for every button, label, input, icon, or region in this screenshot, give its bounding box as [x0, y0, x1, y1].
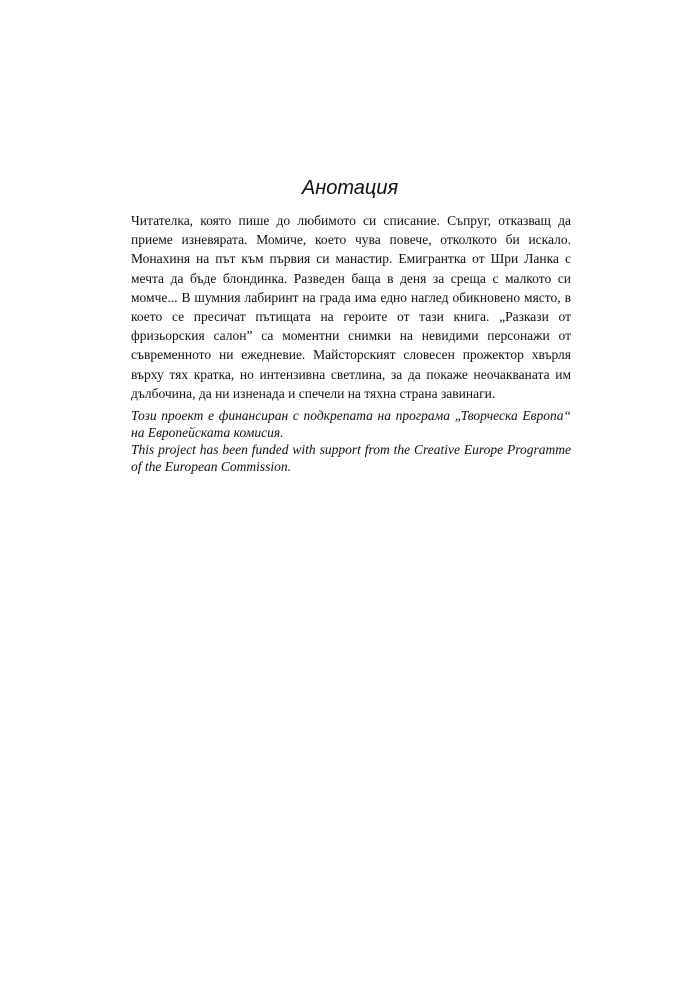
funding-notice	[131, 407, 571, 475]
funding-notice-bg: Този проект е финансиран с подкрепата на програма „Творческа Европа“ на Европейската комисия.	[131, 408, 571, 440]
funding-notice-en: This project has been funded with support from the Creative Europe Programme of the European Commission.	[131, 442, 571, 474]
page-title: Анотация	[301, 177, 399, 199]
annotation-paragraph: Читателка, която пише до любимото си списание. Съпруг, отказващ да приеме изневярата. Момиче, което чува повече, отколкото би искало. Монахиня на път към първия си манастир. Емигрантка от Шри Ланка с мечта да бъде блондинка. Разведен баща в деня за среща с малкото си момче... В шумния лабиринт на града има едно наглед обикновено място, в което се пресичат пътищата на героите от тази книга. „Разкази от фризьорския салон” са моментни снимки на невидими персонажи от съвременното ни ежедневие. Майсторският словесен прожектор хвърля върху тях кратка, но интензивна светлина, за да покаже неочакваната им дълбочина, да ни изненада и спечели на тяхна страна завинаги.	[131, 213, 571, 401]
